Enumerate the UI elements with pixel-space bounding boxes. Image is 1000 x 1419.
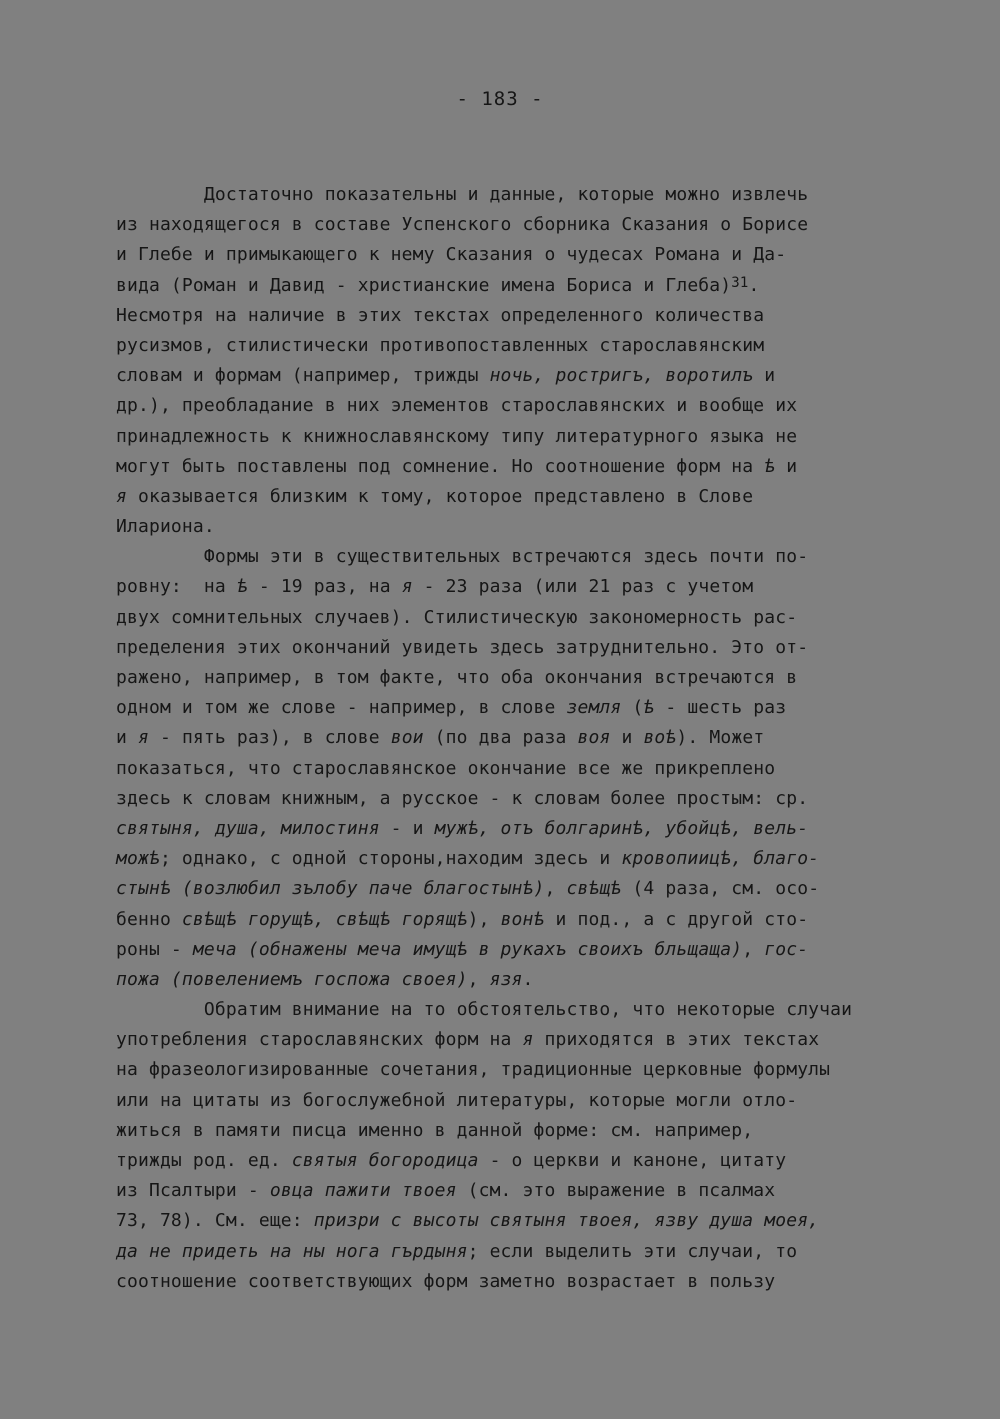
text-line: Илариона. <box>116 516 215 538</box>
text-line: ровну: на ѣ - 19 раз, на я - 23 раза (или 21 раз с учетом <box>116 576 754 598</box>
text-line: словам и формам (например, трижды ночь, ростригъ, воротилъ и <box>116 365 776 387</box>
text-line: Формы эти в существительных встречаются здесь почти по- <box>116 546 809 568</box>
text-line: вида (Роман и Давид - христианские имена Бориса и Глеба)$^{31}$. <box>116 274 760 296</box>
text-line: роны - меча (обнажены меча имущѣ в рукахъ своихъ бльщаща), гос- <box>116 938 809 960</box>
text-line: можѣ; однако, с одной стороны,находим здесь и кровопиицѣ, благо- <box>116 848 820 870</box>
text-line: святыня, душа, милостиня - и мужѣ, отъ болгаринѣ, убойцѣ, вель- <box>116 817 809 839</box>
text-line: двух сомнительных случаев). Стилистическую закономерность рас- <box>116 606 798 628</box>
text-line: из находящегося в составе Успенского сборника Сказания о Борисе <box>116 214 809 236</box>
text-line: ражено, например, в том факте, что оба окончания встречаются в <box>116 667 798 688</box>
text-line: я оказывается близким к тому, которое представлено в Слове <box>116 485 754 507</box>
text-line: др.), преобладание в них элементов старославянских и вообще их <box>116 395 798 417</box>
body-text <box>116 180 916 1297</box>
text-line: русизмов, стилистически противопоставленных старославянским <box>116 334 765 356</box>
text-line: Достаточно показательны и данные, которые можно извлечь <box>116 184 809 205</box>
text-line: показаться, что старославянское окончание все же прикреплено <box>116 757 776 779</box>
text-line: могут быть поставлены под сомнение. Но соотношение форм на ѣ и <box>116 455 798 477</box>
text-line: стынѣ (возлюбил зълобу паче благостынѣ), свѣщѣ (4 раза, см. осо- <box>116 878 820 900</box>
text-line: 73, 78). См. еще: призри с высоты святыня твоея, язву душа моея, <box>116 1210 820 1232</box>
text-line: соотношение соответствующих форм заметно возрастает в пользу <box>116 1270 776 1292</box>
page-number: - 183 - <box>456 88 544 110</box>
text-line: или на цитаты из богослужебной литературы, которые могли отло- <box>116 1089 798 1111</box>
text-line: Обратим внимание на то обстоятельство, что некоторые случаи <box>116 999 853 1021</box>
text-line: пределения этих окончаний увидеть здесь затруднительно. Это от- <box>116 636 809 658</box>
text-line: трижды род. ед. святыя богородица - о церкви и каноне, цитату <box>116 1150 787 1171</box>
text-line: одном и том же слове - например, в слове земля (ѣ - шесть раз <box>116 697 787 719</box>
text-line: житься в памяти писца именно в данной форме: см. например, <box>116 1119 754 1141</box>
text-line: Несмотря на наличие в этих текстах определенного количества <box>116 304 765 326</box>
text-line: на фразеологизированные сочетания, традиционные церковные формулы <box>116 1059 831 1081</box>
text-line: здесь к словам книжным, а русское - к словам более простым: ср. <box>116 787 809 809</box>
text-line: бенно свѣщѣ горущѣ, свѣщѣ горящѣ), вонѣ и под., а с другой сто- <box>116 908 809 930</box>
text-line: пожа (повелениемъ госпожа своея), язя. <box>116 968 534 990</box>
text-line: и Глебе и примыкающего к нему Сказания о чудесах Романа и Да- <box>116 244 787 266</box>
text-line: принадлежность к книжнославянскому типу литературного языка не <box>116 425 798 447</box>
text-line: употребления старославянских форм на я приходятся в этих текстах <box>116 1029 820 1051</box>
text-line: и я - пять раз), в слове вои (по два раза воя и воѣ). Может <box>116 727 765 749</box>
text-line: из Псалтыри - овца пажити твоея (см. это выражение в псалмах <box>116 1180 776 1202</box>
text-line: да не придеть на ны нога гърдыня; если выделить эти случаи, то <box>116 1240 798 1262</box>
